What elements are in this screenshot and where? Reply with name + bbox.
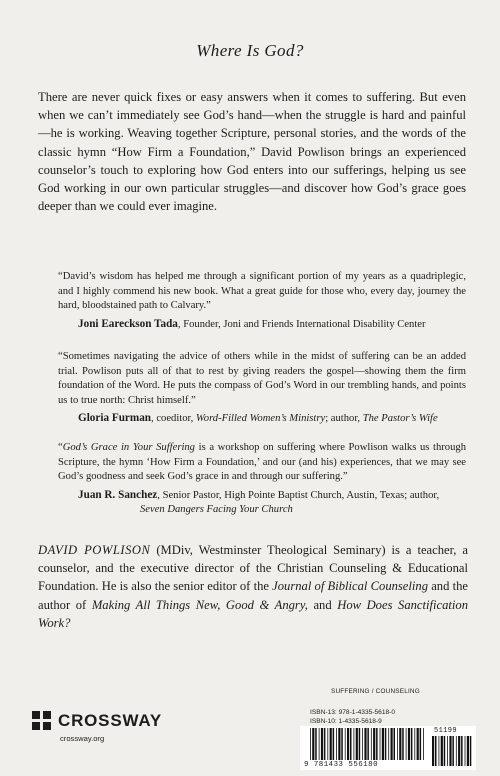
publisher-url: crossway.org [60,734,105,743]
endorsement-attribution [58,488,466,518]
book-title: God’s Grace in Your Suffering [62,442,195,453]
publisher-logo [32,711,162,731]
category-label: SUFFERING / COUNSELING [331,688,420,695]
bio-text: (MDiv, Westminster Theological Seminary) is a teacher, a counselor, and the executive director of the Christian Counseling & Educational Foundation. He is also the senior editor of the [38,543,468,594]
endorsement-3 [58,441,466,518]
endorsement-quote [58,441,466,485]
endorser-book-title: Seven Dangers Facing Your Church [140,504,293,516]
page-heading: Where Is God? [196,41,304,60]
endorsement-2 [58,350,466,427]
barcode [300,726,476,770]
isbn-block [310,708,395,726]
bio-book-title: How Does Sanctification Work? [38,597,468,630]
intro-paragraph: There are never quick fixes or easy answers when it comes to suffering. But even when we can’t immediately see God’s hand—when the struggle is hard and painful—he is working. Weaving together Scripture, personal stories, and the words of the classic hymn “How Firm a Foundation,” David Powlison brings an experienced counselor’s touch to exploring how God enters into our sufferings, helping us see God working in our own particular struggles—and discover how God’s grace goes deeper than we could ever imagine. [38,90,466,214]
endorsement-quote: “David’s wisdom has helped me through a significant portion of my years as a quadriplegic, and I highly commend his new book. What a great guide for those who, every day, journey the hard, bloodstained path to Calvary.” [58,271,466,312]
bio-text: and the author of [38,579,468,612]
endorsement-attribution [58,411,466,427]
bio-book-titles: Making All Things New, Good & Angry, [91,597,308,612]
author-bio [38,541,468,632]
endorser-title: , Founder, Joni and Friends International Disability Center [177,318,426,330]
endorser-title: , coeditor, [151,413,196,425]
quote-mark: “ [58,442,63,453]
endorser-name: Joni Eareckson Tada [78,317,178,330]
bio-text: and [307,597,338,612]
endorsement-attribution [58,317,466,333]
publisher-name: CROSSWAY [58,711,163,730]
endorser-book-title: The Pastor’s Wife [362,413,438,425]
endorser-title: , Senior Pastor, High Pointe Baptist Church, Austin, Texas; author, [157,489,440,501]
endorsement-quote: “Sometimes navigating the advice of others while in the midst of suffering can be an added trial. Powlison puts all of that to rest by giving readers the gospel—showing them the firm foundation of the Word. He puts the compass of God’s Word in our trembling hands, and points us to true north: Christ himself.” [58,351,466,406]
endorser-name: Juan R. Sanchez [78,488,158,501]
author-name: DAVID POWLISON [38,543,151,557]
isbn-13: ISBN-13: 978-1-4335-5618-0 [310,709,396,716]
endorsement-1 [58,270,466,332]
crossway-mark-icon [32,711,52,731]
barcode-addon-digits: 51199 [434,727,458,735]
barcode-digits: 9 781433 556180 [304,761,379,769]
endorser-name: Gloria Furman [78,412,152,425]
isbn-10: ISBN-10: 1-4335-5618-9 [310,718,382,725]
quote-text: is a workshop on suffering where Powlison walks us through Scripture, the hymn ‘How Firm a Foundation,’ and our (and his) experiences, that we may see God’s goodness and seek God’s grace in and through our suffering.” [58,442,466,483]
endorser-book-title: Word-Filled Women’s Ministry [195,413,326,425]
endorser-title: ; author, [325,413,363,425]
bio-journal-title: Journal of Biblical Counseling [272,579,428,594]
